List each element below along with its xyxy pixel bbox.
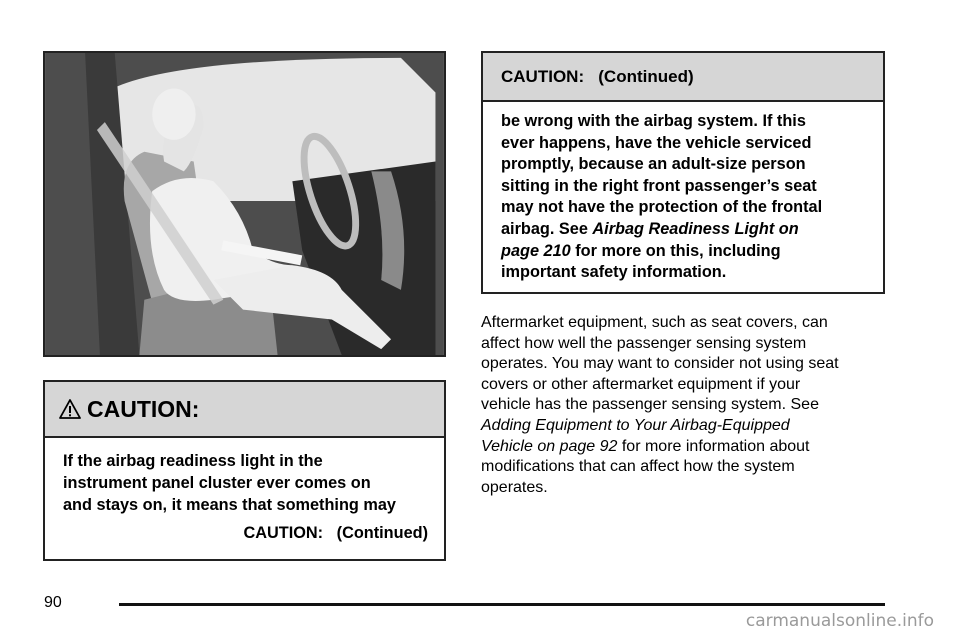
caution-text xyxy=(45,438,444,516)
caution-box xyxy=(43,380,446,561)
caution-line: be wrong with the airbag system. If this xyxy=(501,112,806,130)
caution-line: sitting in the right front passenger’s seat xyxy=(501,176,817,195)
paragraph-line xyxy=(481,437,901,458)
car-passenger-illustration xyxy=(43,51,446,357)
paragraph-line: Aftermarket equipment, such as seat covers, can xyxy=(481,314,828,331)
caution-line: ever happens, have the vehicle serviced xyxy=(501,133,812,152)
caution-line: may not have the protection of the frontal xyxy=(501,198,823,217)
caution-title: CAUTION: xyxy=(87,395,200,422)
caution-line xyxy=(501,241,869,263)
caution-continued-label: CAUTION: (Continued) xyxy=(243,524,428,542)
caution-continued-title: CAUTION: (Continued) xyxy=(501,66,694,86)
caution-continued-box xyxy=(481,51,885,294)
airbag-readiness-light-link[interactable]: Airbag Readiness Light on xyxy=(592,219,799,238)
see-prefix: airbag. See xyxy=(501,219,593,238)
paragraph-line: affect how well the passenger sensing system xyxy=(481,334,807,352)
caution-line: important safety information. xyxy=(501,263,727,282)
car-passenger-seat-icon xyxy=(45,53,444,355)
footer-divider xyxy=(119,603,885,606)
adding-equipment-link[interactable]: Adding Equipment to Your Airbag-Equipped xyxy=(481,416,790,434)
paragraph-line: operates. You may want to consider not using seat xyxy=(481,355,839,373)
page-number: 90 xyxy=(44,594,62,611)
body-paragraph xyxy=(481,313,901,498)
caution-line: and stays on, it means that something may xyxy=(63,496,396,514)
page-92-link[interactable]: Vehicle on page 92 xyxy=(481,437,618,455)
after-link-text: for more on this, including xyxy=(570,241,781,260)
caution-line: If the airbag readiness light in the xyxy=(63,452,323,470)
paragraph-line: operates. xyxy=(481,478,548,496)
warning-triangle-icon xyxy=(59,398,81,420)
paragraph-line: covers or other aftermarket equipment if your xyxy=(481,375,801,393)
watermark: carmanualsonline.info xyxy=(745,611,934,631)
after-link-text: for more information about xyxy=(617,437,810,455)
caution-continued-header xyxy=(483,53,883,102)
caution-line: promptly, because an adult-size person xyxy=(501,155,806,174)
caution-line xyxy=(501,219,869,241)
paragraph-line: vehicle has the passenger sensing system. See xyxy=(481,396,819,414)
page-210-link[interactable]: page 210 xyxy=(501,241,571,260)
caution-continued-text xyxy=(483,102,883,284)
caution-line: instrument panel cluster ever comes on xyxy=(63,474,371,492)
paragraph-line: modifications that can affect how the system xyxy=(481,458,795,476)
caution-header xyxy=(45,382,444,438)
